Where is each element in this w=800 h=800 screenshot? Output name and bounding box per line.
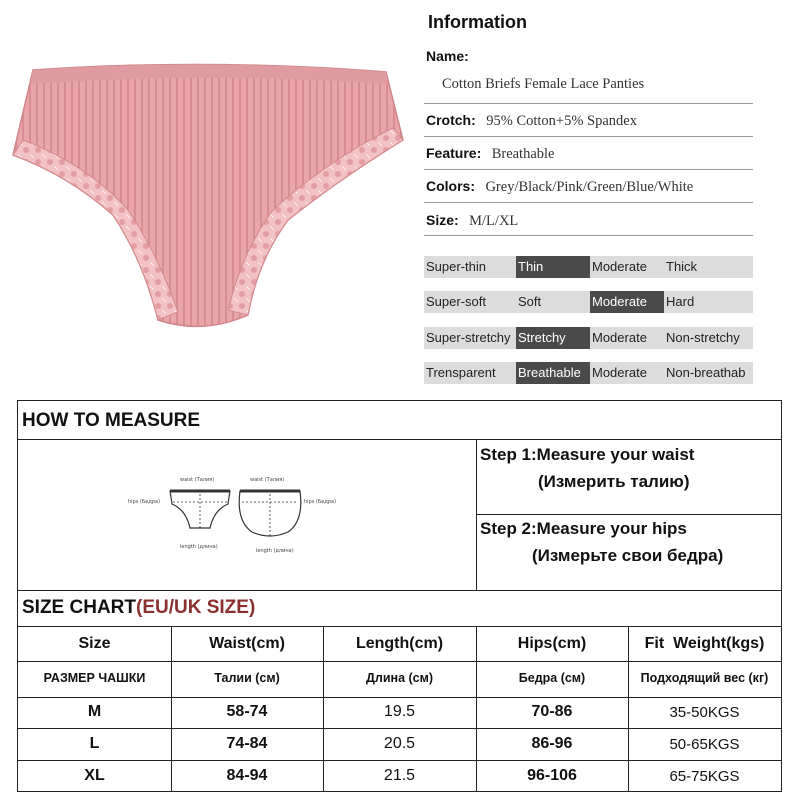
transparency-scale: [424, 362, 753, 384]
stretch-scale: [424, 327, 753, 349]
table-cell: 20.5: [383, 735, 416, 752]
step-2-text: Step 2:Measure your hips: [480, 519, 687, 538]
name-value: Cotton Briefs Female Lace Panties: [442, 76, 645, 92]
size-chart-title: SIZE CHART(EU/UK SIZE): [22, 597, 256, 618]
feature-label: Feature:: [426, 145, 482, 161]
scale-option: Trensparent: [426, 365, 496, 380]
step-2-russian: (Измерьте свои бедра): [532, 546, 724, 565]
table-cell: 35-50KGS: [669, 704, 740, 721]
feature-value: Breathable: [491, 146, 555, 162]
scale-option: Breathable: [516, 362, 590, 384]
scale-option: Thin: [516, 256, 590, 278]
how-to-measure-title: HOW TO MEASURE: [22, 410, 201, 431]
table-cell: 65-75KGS: [669, 768, 740, 785]
header-size: Size: [78, 635, 111, 652]
step-2: [480, 515, 723, 569]
scale-option: Super-thin: [426, 259, 486, 274]
waist-diagram-label: waist (Талия): [250, 477, 285, 483]
table-cell: 19.5: [383, 703, 416, 720]
size-row: [424, 203, 753, 236]
table-cell: 21.5: [383, 767, 416, 784]
subheader-size: РАЗМЕР ЧАШКИ: [43, 671, 146, 685]
size-value: M/L/XL: [469, 213, 519, 229]
scale-option: Moderate: [592, 259, 647, 274]
scale-option: Non-breathab: [666, 365, 746, 380]
softness-scale: [424, 291, 753, 313]
scale-option: Moderate: [590, 291, 664, 313]
hips-diagram-label: hips (Бедра): [304, 499, 337, 505]
header-fit-weight: Fit Weight(kgs): [644, 635, 765, 652]
colors-label: Colors:: [426, 178, 475, 194]
header-length: Length(cm): [355, 635, 444, 652]
step-1-text: Step 1:Measure your waist: [480, 445, 695, 464]
length-diagram-label: length (длина): [256, 548, 294, 554]
table-cell: M: [87, 703, 102, 720]
table-cell: 96-106: [527, 767, 577, 784]
header-hips: Hips(cm): [517, 635, 587, 652]
header-waist: Waist(cm): [209, 635, 285, 652]
feature-row: [424, 137, 753, 170]
table-cell: 84-94: [226, 767, 268, 784]
subheader-waist: Талии (см): [214, 671, 280, 685]
colors-row: [424, 170, 753, 203]
subheader-hips: Бедра (см): [518, 671, 586, 685]
scale-option: Hard: [666, 294, 695, 309]
table-cell: 86-96: [531, 735, 573, 752]
crotch-value: 95% Cotton+5% Spandex: [486, 113, 637, 129]
size-label: Size:: [426, 212, 459, 228]
scale-option: Moderate: [592, 365, 647, 380]
scale-option: Super-soft: [426, 294, 486, 309]
colors-value: Grey/Black/Pink/Green/Blue/White: [485, 179, 694, 195]
scale-option: Super-stretchy: [426, 330, 511, 345]
step-1: [480, 441, 694, 495]
table-cell: L: [89, 735, 100, 752]
crotch-row: [424, 104, 753, 137]
length-diagram-label: length (длина): [180, 544, 218, 550]
table-cell: 74-84: [226, 735, 268, 752]
scale-option: Stretchy: [516, 327, 590, 349]
step-1-russian: (Измерить талию): [538, 472, 690, 491]
table-cell: 50-65KGS: [669, 736, 740, 753]
measure-diagram: [118, 466, 348, 561]
subheader-length: Длина (см): [365, 671, 434, 685]
crotch-label: Crotch:: [426, 112, 476, 128]
scale-option: Thick: [666, 259, 698, 274]
size-chart-panel: [17, 400, 782, 792]
waist-diagram-label: waist (Талия): [180, 477, 215, 483]
scale-option: Non-stretchy: [666, 330, 740, 345]
table-cell: XL: [84, 767, 105, 784]
information-title: Information: [428, 12, 527, 32]
scale-option: Soft: [518, 294, 542, 309]
table-cell: 70-86: [531, 703, 573, 720]
name-row: [424, 44, 753, 104]
size-chart-title-region: (EU/UK SIZE): [136, 597, 256, 618]
product-image: [8, 60, 408, 345]
thickness-scale: [424, 256, 753, 278]
hips-diagram-label: hips (Бедра): [128, 499, 161, 505]
name-label: Name:: [426, 48, 469, 64]
subheader-fit-weight: Подходящий вес (кг): [640, 671, 769, 685]
table-cell: 58-74: [226, 703, 268, 720]
scale-option: Moderate: [592, 330, 647, 345]
